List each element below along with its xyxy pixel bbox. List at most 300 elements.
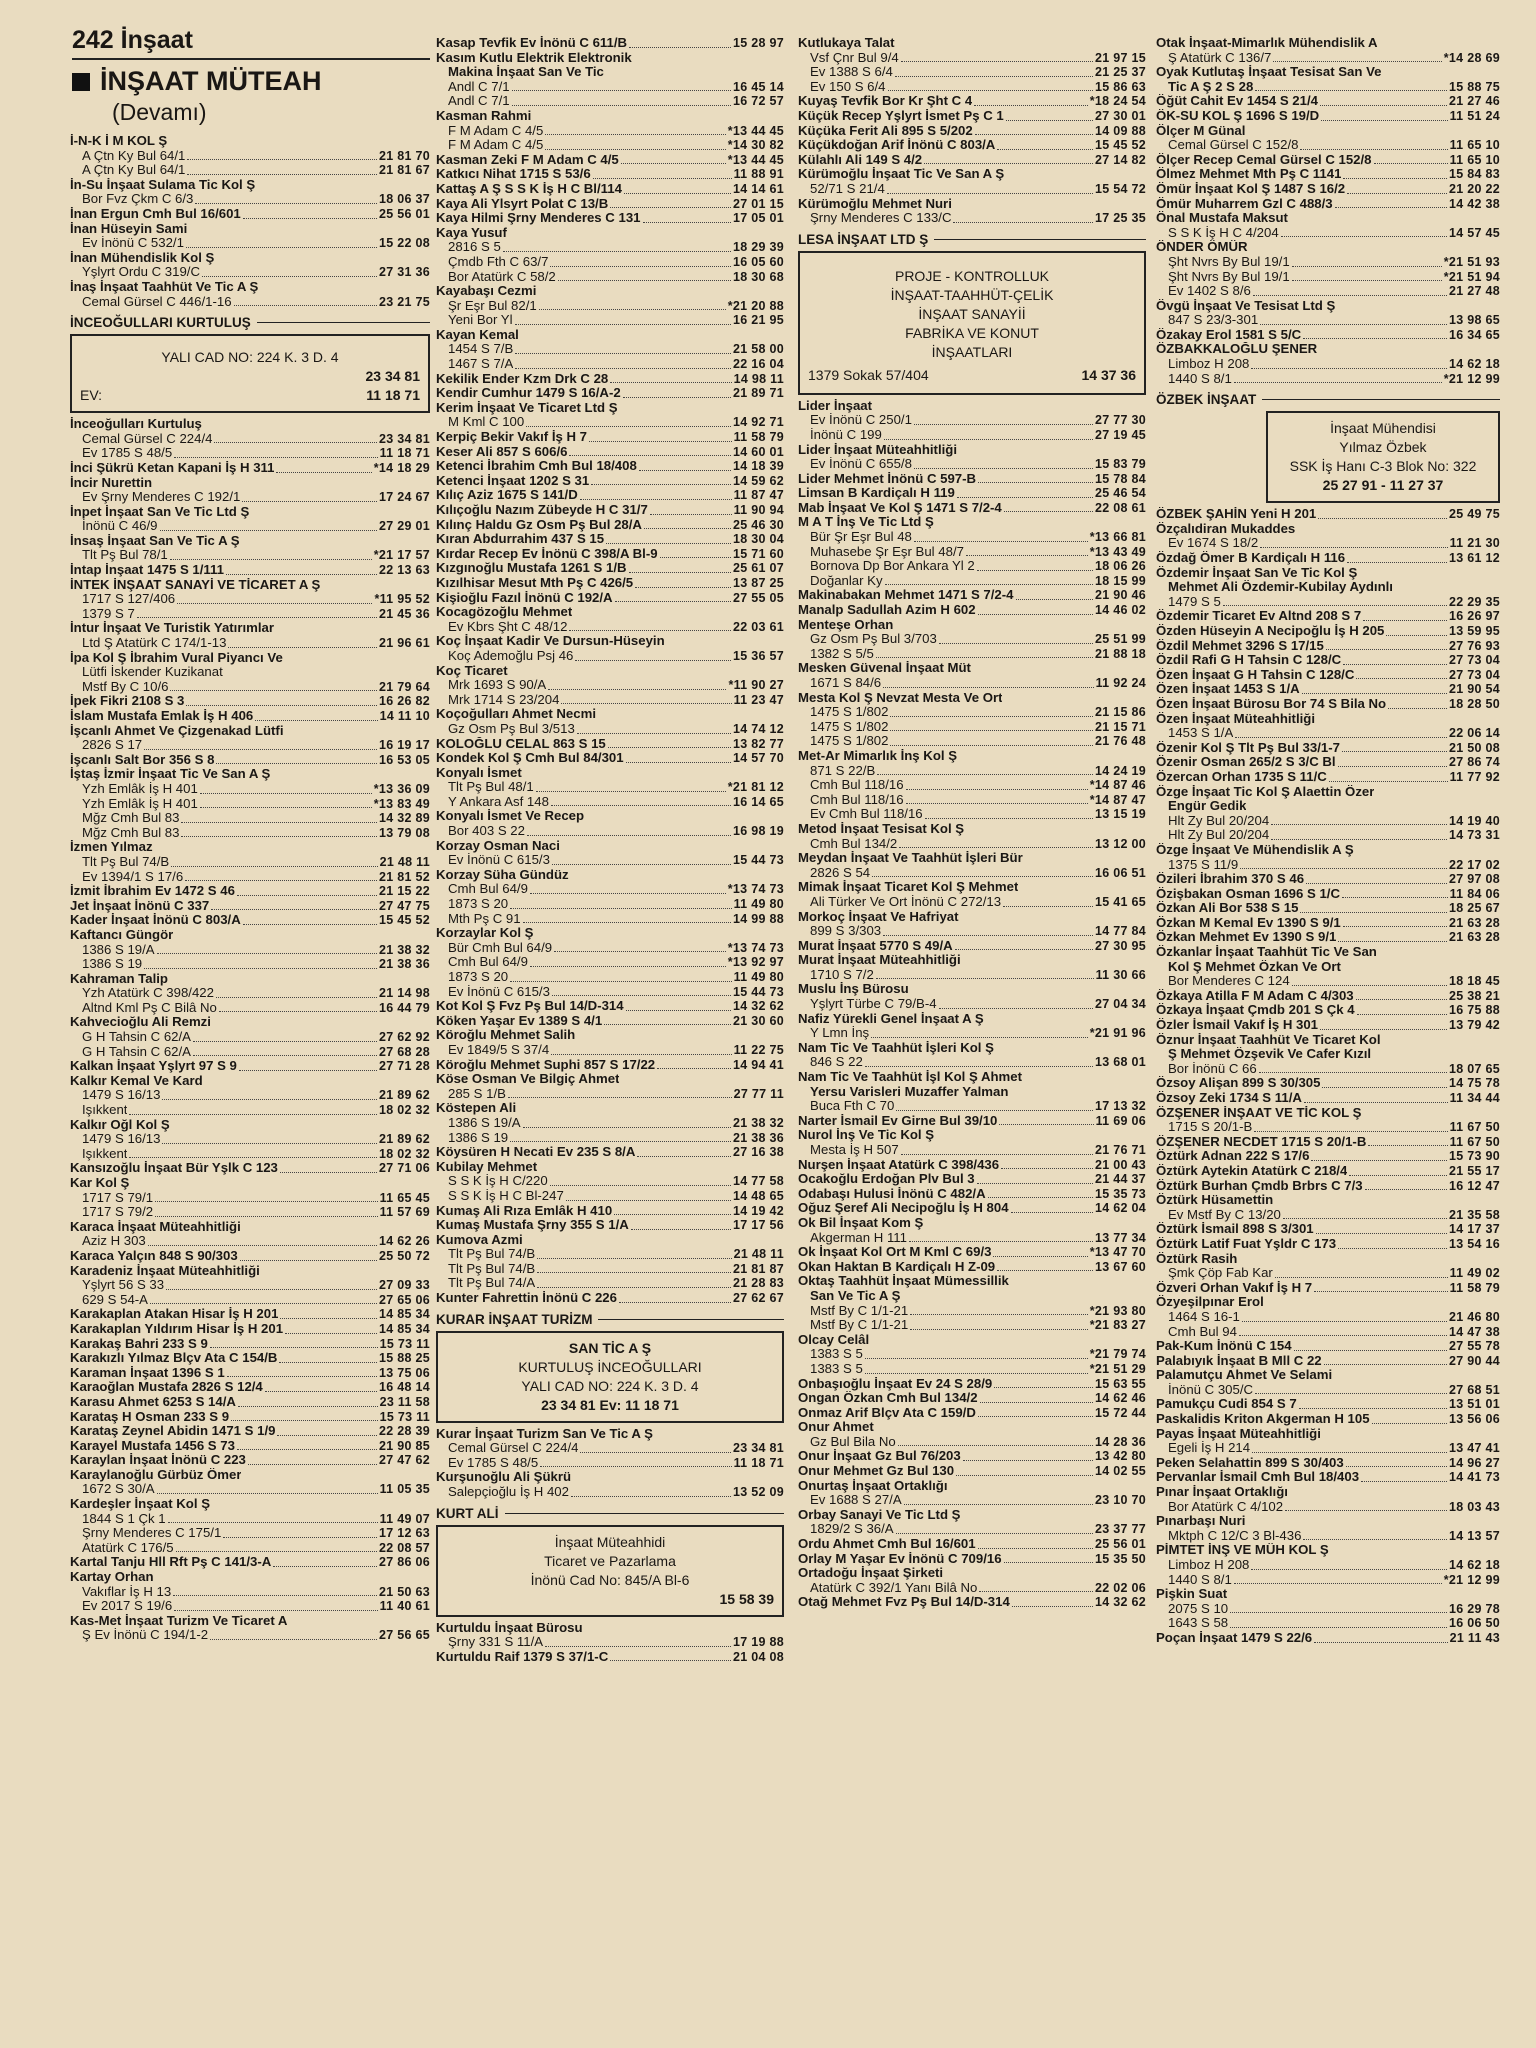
dot-leader bbox=[580, 499, 732, 500]
listing-entry bbox=[436, 1204, 784, 1219]
listing-name: Ok Bil İnşaat Kom Ş bbox=[798, 1215, 924, 1230]
listing-entry bbox=[70, 1176, 430, 1191]
dot-leader bbox=[1292, 985, 1447, 986]
dot-leader bbox=[1357, 1014, 1447, 1015]
listing-name: Vsf Çnr Bul 9/4 bbox=[810, 50, 899, 65]
listing-entry bbox=[1156, 167, 1500, 182]
listing-entry bbox=[70, 1074, 430, 1089]
listing-name: Nam Tic Ve Taahhüt İşl Kol Ş Ahmet bbox=[798, 1070, 1022, 1085]
dot-leader bbox=[896, 1533, 1093, 1534]
phone-number: 16 53 05 bbox=[378, 752, 430, 767]
ad-line: YALI CAD NO: 224 K. 3 D. 4 bbox=[521, 1377, 699, 1394]
listing-entry bbox=[436, 955, 784, 970]
ad-line: İnşaat Müteahhidi bbox=[554, 1533, 666, 1550]
listing-name: İslam Mustafa Emlak İş H 406 bbox=[70, 709, 254, 723]
phone-number: 14 17 37 bbox=[1448, 1222, 1500, 1237]
listing-name: Murat İnşaat 5770 S 49/A bbox=[798, 938, 953, 953]
phone-number: 14 60 01 bbox=[732, 444, 784, 459]
listing-entry bbox=[70, 432, 430, 447]
listing-name: Ltd Ş Atatürk C 174/1-13 bbox=[82, 636, 227, 651]
dot-leader bbox=[1003, 906, 1093, 907]
phone-number: 11 21 30 bbox=[1449, 536, 1500, 551]
dot-leader bbox=[1349, 1175, 1447, 1176]
dot-leader bbox=[144, 968, 377, 969]
listing-name: Kızılhisar Mesut Mth Pş C 426/5 bbox=[436, 575, 634, 590]
listing-entry bbox=[70, 694, 430, 709]
dot-leader bbox=[621, 163, 726, 164]
listing-name: Önal Mustafa Maksut bbox=[1156, 211, 1288, 226]
phone-number: 21 48 11 bbox=[733, 1247, 784, 1262]
phone-number: 15 54 72 bbox=[1094, 181, 1146, 196]
listing-name: G H Tahsin C 62/A bbox=[82, 1030, 191, 1045]
dot-leader bbox=[231, 1420, 378, 1421]
phone-number: 27 30 95 bbox=[1094, 938, 1146, 953]
dot-leader bbox=[545, 134, 725, 135]
phone-number: 21 90 54 bbox=[1448, 682, 1500, 697]
listing-name: Kalkır Kemal Ve Kard bbox=[70, 1073, 203, 1088]
listing-name: Özkan Ali Bor 538 S 15 bbox=[1156, 901, 1299, 916]
listing-entry bbox=[798, 1187, 1146, 1202]
listing-entry bbox=[436, 284, 784, 299]
listing-entry bbox=[436, 1101, 784, 1116]
dot-leader bbox=[216, 763, 377, 764]
dot-leader bbox=[537, 1287, 731, 1288]
dot-leader bbox=[1335, 207, 1447, 208]
listing-entry bbox=[70, 1293, 430, 1308]
ad-row bbox=[80, 386, 420, 405]
phone-number: 15 73 11 bbox=[379, 1336, 430, 1351]
ad-line: Ticaret ve Pazarlama bbox=[544, 1552, 676, 1569]
listing-entry bbox=[70, 1599, 430, 1614]
listing-name: Egeli İş H 214 bbox=[1168, 1441, 1251, 1456]
listing-name: Ev 1785 S 48/5 bbox=[82, 446, 173, 461]
listing-entry bbox=[1156, 182, 1500, 197]
phone-number: 21 63 28 bbox=[1448, 930, 1500, 945]
phone-number: 17 25 35 bbox=[1094, 211, 1146, 226]
listing-name: Kaftancı Güngör bbox=[70, 927, 174, 942]
listing-name: A Çtn Ky Bul 64/1 bbox=[82, 163, 186, 178]
listing-name: Kalkan İnşaat Yşlyrt 97 S 9 bbox=[70, 1059, 237, 1074]
listing-entry bbox=[1156, 930, 1500, 945]
listing-entry bbox=[798, 1304, 1146, 1319]
listing-entry bbox=[70, 1278, 430, 1293]
dot-leader bbox=[589, 441, 732, 442]
listing-name: Koç Ademoğlu Psj 46 bbox=[448, 648, 574, 663]
listing-entry bbox=[1156, 94, 1500, 109]
phone-number: 22 03 61 bbox=[732, 619, 784, 634]
listing-name: G H Tahsin C 62/A bbox=[82, 1044, 191, 1059]
listing-name: Yşlyrt Türbe C 79/B-4 bbox=[810, 997, 937, 1012]
dot-leader bbox=[1251, 368, 1447, 369]
section-title bbox=[72, 66, 432, 126]
listing-entry bbox=[1156, 1500, 1500, 1515]
listing-name: 1717 S 127/406 bbox=[82, 592, 176, 607]
listing-name: Kılıç Aziz 1675 S 141/D bbox=[436, 488, 578, 503]
ad-label-text: KURT ALİ bbox=[436, 1505, 499, 1521]
dot-leader bbox=[539, 309, 726, 310]
phone-number: 21 50 63 bbox=[378, 1584, 430, 1599]
dot-leader bbox=[550, 266, 731, 267]
dot-leader bbox=[265, 1391, 377, 1392]
listing-name: Cmh Bul 118/16 bbox=[810, 778, 904, 793]
listing-name: Özveri Orhan Vakıf İş H 7 bbox=[1156, 1280, 1313, 1295]
listing-name: Makinabakan Mehmet 1471 S 7/2-4 bbox=[798, 588, 1014, 603]
dot-leader bbox=[1343, 178, 1447, 179]
listing-entry bbox=[798, 472, 1146, 487]
listing-name: İntap İnşaat 1475 S 1/111 bbox=[70, 563, 224, 578]
listing-name: Kaya Hilmi Şrny Menderes C 131 bbox=[436, 211, 641, 226]
phone-number: 14 59 62 bbox=[732, 473, 784, 488]
dot-leader bbox=[974, 105, 1088, 106]
listing-entry bbox=[1156, 507, 1500, 522]
phone-number: 11 67 50 bbox=[1449, 1120, 1500, 1135]
phone-number: 14 57 70 bbox=[732, 751, 784, 766]
dot-leader bbox=[177, 603, 372, 604]
dot-leader bbox=[242, 501, 377, 502]
listing-name: Aziz H 303 bbox=[82, 1234, 146, 1249]
listing-entry bbox=[798, 1508, 1146, 1523]
listing-name: İnönü C 46/9 bbox=[82, 519, 158, 534]
phone-number: *13 66 81 bbox=[1089, 530, 1146, 545]
ad-phone: 23 34 81 bbox=[365, 368, 420, 385]
listing-name: Mstf By C 1/1-21 bbox=[810, 1303, 909, 1318]
listing-name: İzmen Yılmaz bbox=[70, 840, 153, 855]
listing-name: Bornova Dp Bor Ankara Yl 2 bbox=[810, 559, 975, 574]
listing-entry bbox=[798, 443, 1146, 458]
listing-entry bbox=[798, 1391, 1146, 1406]
listing-name: Keser Ali 857 S 606/6 bbox=[436, 444, 568, 459]
listing-name: İpek Fikri 2108 S 3 bbox=[70, 694, 185, 709]
dot-leader bbox=[186, 705, 377, 706]
listing-name: Nurol İnş Ve Tic Kol Ş bbox=[798, 1128, 935, 1143]
dot-leader bbox=[953, 222, 1092, 223]
dot-leader bbox=[631, 1229, 731, 1230]
listing-name: 2826 S 54 bbox=[810, 865, 871, 880]
listing-entry bbox=[798, 94, 1146, 109]
listing-name: Onur Ahmet bbox=[798, 1420, 874, 1435]
listing-entry bbox=[436, 109, 784, 124]
listing-entry bbox=[1156, 1237, 1500, 1252]
listing-entry bbox=[1156, 945, 1500, 960]
listing-entry bbox=[798, 1055, 1146, 1070]
listing-entry bbox=[798, 1552, 1146, 1567]
listing-entry bbox=[798, 124, 1146, 139]
listing-name: Kattaş A Ş S S K İş H C Bl/114 bbox=[436, 181, 622, 196]
listing-name: Gz Bul Bila No bbox=[810, 1434, 896, 1449]
listing-entry bbox=[436, 1160, 784, 1175]
dot-leader bbox=[202, 276, 377, 277]
phone-number: *13 74 73 bbox=[727, 940, 784, 955]
listing-entry bbox=[1156, 80, 1500, 95]
phone-number: 14 98 11 bbox=[733, 371, 784, 386]
dot-leader bbox=[280, 1172, 377, 1173]
listing-entry bbox=[798, 778, 1146, 793]
ad-label bbox=[1156, 392, 1500, 407]
listing-entry bbox=[1156, 726, 1500, 741]
phone-number: 18 07 65 bbox=[1448, 1061, 1500, 1076]
listing-name: Köysüren H Necati Ev 235 S 8/A bbox=[436, 1145, 636, 1160]
listing-entry bbox=[436, 605, 784, 620]
phone-number: 11 49 02 bbox=[1449, 1266, 1500, 1281]
dot-leader bbox=[644, 528, 731, 529]
listing-name: İnan Mühendislik Kol Ş bbox=[70, 250, 215, 265]
listing-entry bbox=[1156, 697, 1500, 712]
listing-name: 1375 S 11/9 bbox=[1168, 857, 1239, 872]
listing-entry bbox=[70, 1059, 430, 1074]
listing-name: İ-N-K İ M KOL Ş bbox=[70, 134, 168, 148]
ad-box-inceogullari bbox=[70, 334, 430, 413]
page-header bbox=[72, 26, 430, 60]
listing-name: Gz Osm Pş Bul 3/513 bbox=[448, 721, 575, 736]
listing-name: Özen İnşaat Bürosu Bor 74 S Bila No bbox=[1156, 696, 1387, 711]
dot-leader bbox=[955, 949, 1093, 950]
phone-number: *21 51 29 bbox=[1089, 1361, 1146, 1376]
phone-number: 14 75 78 bbox=[1448, 1076, 1500, 1091]
listing-entry bbox=[798, 1420, 1146, 1435]
listing-entry bbox=[798, 851, 1146, 866]
phone-number: 14 18 39 bbox=[732, 459, 784, 474]
listing-name: Kot Kol Ş Fvz Pş Bul 14/D-314 bbox=[436, 999, 624, 1014]
listing-name: Öğüt Cahit Ev 1454 S 21/4 bbox=[1156, 94, 1318, 109]
dot-leader bbox=[956, 1475, 1093, 1476]
listing-entry bbox=[798, 153, 1146, 168]
listing-name: Korzay Osman Naci bbox=[436, 838, 560, 853]
phone-number: 11 40 61 bbox=[379, 1599, 430, 1614]
listing-name: Mesta İş H 507 bbox=[810, 1143, 899, 1157]
dot-leader bbox=[914, 468, 1093, 469]
listing-name: Köken Yaşar Ev 1389 S 4/1 bbox=[436, 1013, 603, 1028]
listing-name: Ev İnönü C 532/1 bbox=[82, 236, 184, 251]
listing-entry bbox=[70, 928, 430, 943]
listing-entry bbox=[70, 943, 430, 958]
listing-name: 899 S 3/303 bbox=[810, 924, 882, 939]
phone-number: 14 77 84 bbox=[1094, 924, 1146, 939]
ad-phone: 14 37 36 bbox=[1081, 366, 1136, 383]
listing-name: İnönü C 305/C bbox=[1168, 1382, 1254, 1397]
dot-leader bbox=[1011, 1212, 1093, 1213]
phone-number: 21 15 22 bbox=[378, 884, 430, 899]
dot-leader bbox=[155, 1201, 377, 1202]
phone-number: 14 28 36 bbox=[1094, 1434, 1146, 1449]
dot-leader bbox=[248, 1464, 377, 1465]
listing-name: Nurşen İnşaat Atatürk C 398/436 bbox=[798, 1157, 1000, 1172]
phone-number: 16 06 50 bbox=[1448, 1616, 1500, 1631]
phone-number: 16 98 19 bbox=[732, 824, 784, 839]
listing-entry bbox=[70, 134, 430, 149]
dot-leader bbox=[635, 587, 731, 588]
listing-entry bbox=[436, 737, 784, 752]
listing-name: Özdil Rafi G H Tahsin C 128/C bbox=[1156, 653, 1342, 668]
listing-entry bbox=[798, 982, 1146, 997]
dot-leader bbox=[173, 1595, 377, 1596]
listing-name: 1643 S 58 bbox=[1168, 1616, 1229, 1631]
phone-number: 18 02 32 bbox=[378, 1103, 430, 1118]
dot-leader bbox=[1361, 1481, 1447, 1482]
listing-entry bbox=[70, 709, 430, 724]
listing-entry bbox=[1156, 138, 1500, 153]
dot-leader bbox=[569, 455, 730, 456]
listing-entry bbox=[798, 997, 1146, 1012]
dot-leader bbox=[174, 457, 377, 458]
dot-leader bbox=[187, 174, 377, 175]
listing-name: San Ve Tic A Ş bbox=[810, 1288, 901, 1303]
dot-leader bbox=[1311, 1160, 1447, 1161]
phone-number: 21 38 32 bbox=[732, 1115, 784, 1130]
dot-leader bbox=[657, 1068, 731, 1069]
phone-number: 15 88 25 bbox=[378, 1351, 430, 1366]
phone-number: 27 77 11 bbox=[733, 1086, 784, 1101]
listing-entry bbox=[1156, 270, 1500, 285]
listing-entry bbox=[436, 401, 784, 416]
phone-number: 25 51 99 bbox=[1094, 632, 1146, 647]
listing-name: PİMTET İNŞ VE MÜH KOL Ş bbox=[1156, 1543, 1329, 1558]
listing-name: 1873 S 20 bbox=[448, 970, 509, 984]
listing-name: Oyak Kutlutaş İnşaat Tesisat San Ve bbox=[1156, 65, 1382, 80]
phone-number: 18 28 50 bbox=[1448, 696, 1500, 711]
dot-leader bbox=[1016, 599, 1093, 600]
listing-name: Yzh Emlâk İş H 401 bbox=[82, 796, 198, 811]
dot-leader bbox=[906, 789, 1088, 790]
listing-entry bbox=[1156, 1558, 1500, 1573]
listing-name: Özge İnşaat Tic Kol Ş Alaettin Özer bbox=[1156, 784, 1375, 799]
listing-entry bbox=[70, 1147, 430, 1162]
listing-entry bbox=[436, 372, 784, 387]
listing-entry bbox=[70, 1424, 430, 1439]
listing-name: Ev İnönü C 250/1 bbox=[810, 413, 912, 428]
listing-name: 1672 S 30/A bbox=[82, 1482, 155, 1497]
dot-leader bbox=[243, 924, 377, 925]
phone-number: 21 81 67 bbox=[378, 163, 430, 178]
listing-entry bbox=[70, 957, 430, 972]
listing-entry bbox=[70, 1395, 430, 1410]
listing-name: Kurar İnşaat Turizm San Ve Tic A Ş bbox=[436, 1426, 653, 1441]
listing-name: Ongan Özkan Cmh Bul 134/2 bbox=[798, 1391, 978, 1406]
listing-name: Kahvecioğlu Ali Remzi bbox=[70, 1015, 211, 1030]
listing-name: Kırdar Recep Ev İnönü C 398/A Bl-9 bbox=[436, 546, 658, 561]
phone-number: 11 65 10 bbox=[1449, 152, 1500, 167]
phone-number: 11 18 71 bbox=[733, 1455, 784, 1470]
listing-name: Pervanlar İsmail Cmh Bul 18/403 bbox=[1156, 1470, 1360, 1485]
listing-entry bbox=[1156, 1529, 1500, 1544]
phone-number: 15 71 60 bbox=[732, 546, 784, 561]
listing-entry bbox=[1156, 609, 1500, 624]
listing-entry bbox=[436, 1262, 784, 1277]
listing-name: Övgü İnşaat Ve Tesisat Ltd Ş bbox=[1156, 298, 1336, 313]
listing-entry bbox=[1156, 916, 1500, 931]
phone-number: 21 20 22 bbox=[1448, 181, 1500, 196]
phone-number: 21 44 37 bbox=[1094, 1172, 1146, 1187]
dot-leader bbox=[1260, 324, 1447, 325]
listing-entry bbox=[1156, 255, 1500, 270]
listing-entry bbox=[1156, 1091, 1500, 1106]
dot-leader bbox=[1304, 1102, 1448, 1103]
listing-name: İnpet İnşaat San Ve Tic Ltd Ş bbox=[70, 504, 250, 519]
phone-number: 27 71 28 bbox=[378, 1059, 430, 1074]
phone-number: 21 38 32 bbox=[378, 942, 430, 957]
listing-name: Bor Atatürk C 58/2 bbox=[448, 269, 556, 284]
listing-entry bbox=[436, 255, 784, 270]
listing-name: Ev İnönü C 655/8 bbox=[810, 457, 912, 472]
phone-number: 25 38 21 bbox=[1448, 988, 1500, 1003]
dot-leader bbox=[890, 730, 1092, 731]
listing-name: Şht Nvrs By Bul 19/1 bbox=[1168, 269, 1290, 284]
listing-name: Konyalı İsmet Ve Recep bbox=[436, 809, 585, 824]
listing-name: Kaya Ali Ylsyrt Polat C 13/B bbox=[436, 196, 609, 211]
dot-leader bbox=[148, 1245, 377, 1246]
listing-entry bbox=[436, 634, 784, 649]
listing-entry bbox=[1156, 1383, 1500, 1398]
listing-entry bbox=[1156, 755, 1500, 770]
dot-leader bbox=[876, 978, 1094, 979]
listing-name: Kaya Yusuf bbox=[436, 225, 507, 240]
phone-number: 27 73 04 bbox=[1448, 667, 1500, 682]
dot-leader bbox=[515, 324, 731, 325]
phone-number: 14 41 73 bbox=[1448, 1470, 1500, 1485]
listing-name: Ölçer M Günal bbox=[1156, 123, 1246, 138]
dot-leader bbox=[211, 909, 377, 910]
dot-leader bbox=[1004, 511, 1093, 512]
phone-number: 27 86 74 bbox=[1448, 755, 1500, 770]
listing-name: Kasman Rahmi bbox=[436, 108, 532, 123]
phone-number: 27 29 01 bbox=[378, 519, 430, 534]
listing-name: Kerim İnşaat Ve Ticaret Ltd Ş bbox=[436, 400, 618, 415]
listing-entry bbox=[436, 882, 784, 897]
listing-name: Bor 403 S 22 bbox=[448, 824, 525, 839]
phone-number: 14 47 38 bbox=[1448, 1324, 1500, 1339]
phone-number: *21 83 27 bbox=[1089, 1318, 1146, 1333]
dot-leader bbox=[1343, 664, 1447, 665]
dot-leader bbox=[1320, 105, 1447, 106]
dot-leader bbox=[566, 1200, 731, 1201]
dot-leader bbox=[276, 472, 371, 473]
dot-leader bbox=[176, 1551, 377, 1552]
listing-name: ÖZŞENER İNŞAAT VE TİC KOL Ş bbox=[1156, 1105, 1362, 1120]
listing-entry bbox=[798, 559, 1146, 574]
phone-number: 21 46 80 bbox=[1448, 1309, 1500, 1324]
listing-entry bbox=[798, 1260, 1146, 1275]
dot-leader bbox=[904, 1504, 1093, 1505]
listing-name: Palamutçu Ahmet Ve Selami bbox=[1156, 1368, 1333, 1383]
listing-name: Ev 1388 S 6/4 bbox=[810, 65, 893, 80]
dot-leader bbox=[1255, 1393, 1447, 1394]
listing-name: Meydan İnşaat Ve Taahhüt İşleri Bür bbox=[798, 851, 1023, 866]
phone-number: 23 11 58 bbox=[379, 1394, 430, 1409]
listing-entry bbox=[798, 807, 1146, 822]
listing-entry bbox=[1156, 1368, 1500, 1383]
listing-entry bbox=[1156, 1354, 1500, 1369]
listing-entry bbox=[436, 1470, 784, 1485]
phone-number: 13 51 01 bbox=[1448, 1397, 1500, 1412]
phone-number: 27 55 05 bbox=[732, 590, 784, 605]
listing-name: Kartal Tanju Hll Rft Pş C 141/3-A bbox=[70, 1555, 272, 1570]
listing-name: Katkıcı Nihat 1715 S 53/6 bbox=[436, 167, 591, 182]
listing-entry bbox=[70, 1220, 430, 1235]
listing-entry bbox=[70, 651, 430, 666]
listing-name: Onurtaş İnşaat Ortaklığı bbox=[798, 1478, 948, 1493]
listing-name: Doğanlar Ky bbox=[810, 573, 883, 588]
listing-name: Buca Fth C 70 bbox=[810, 1099, 895, 1114]
phone-number: 21 76 71 bbox=[1094, 1143, 1146, 1157]
listing-name: Kurşunoğlu Ali Şükrü bbox=[436, 1470, 572, 1485]
listing-entry bbox=[436, 678, 784, 693]
ad-label bbox=[436, 1506, 784, 1521]
listing-name: Karakaplan Yıldırım Hisar İş H 201 bbox=[70, 1321, 284, 1336]
listing-entry bbox=[436, 503, 784, 518]
dot-leader bbox=[610, 207, 731, 208]
listing-entry bbox=[70, 295, 430, 310]
ad-row bbox=[80, 367, 420, 386]
phone-number: 11 88 91 bbox=[733, 167, 784, 182]
